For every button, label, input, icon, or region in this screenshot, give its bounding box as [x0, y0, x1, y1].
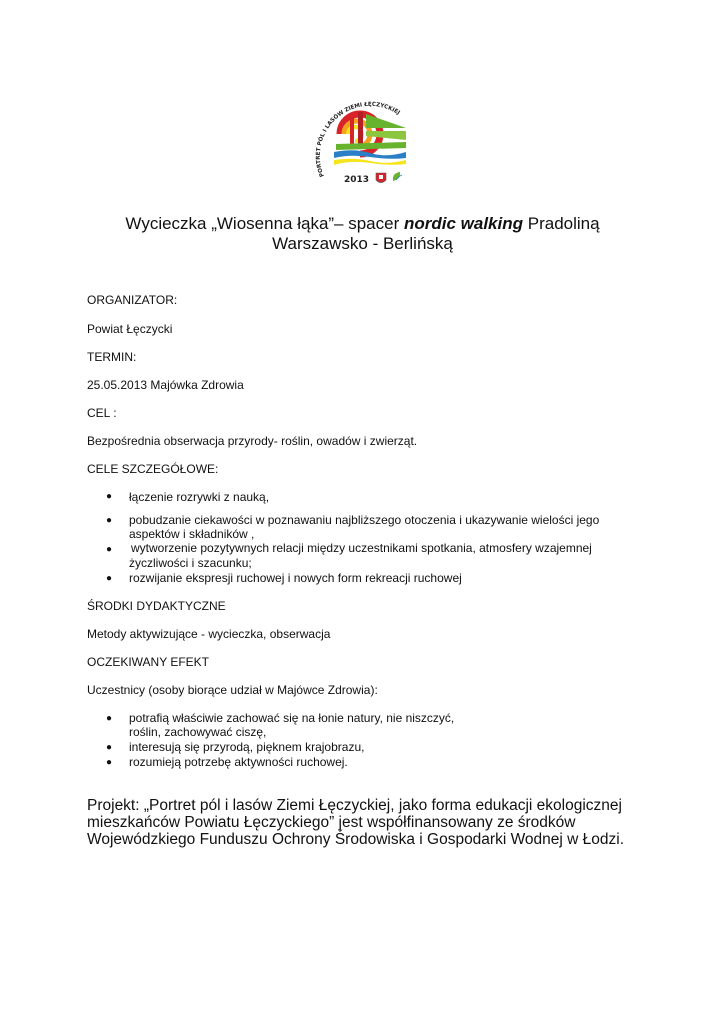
- effect-label: OCZEKIWANY EFEKT: [87, 655, 210, 669]
- project-note-line-3: Wojewódzkiego Funduszu Ochrony Środowiska i Gospodarki Wodnej w Łodzi.: [87, 831, 625, 848]
- detailed-goals-label: CELE SZCZEGÓŁOWE:: [87, 462, 219, 476]
- methods-value: Metody aktywizujące - wycieczka, obserwacja: [87, 627, 331, 641]
- list-item-continuation: roślin, zachowywać ciszę,: [129, 725, 267, 739]
- list-item: potrafią właściwie zachować się na łonie natury, nie niszczyć,: [129, 711, 455, 725]
- bullet: ●: [106, 742, 113, 753]
- list-item: wytworzenie pozytywnych relacji między uczestnikami spotkania, atmosfery wzajemnej: [131, 541, 592, 555]
- bullet: ●: [106, 491, 113, 502]
- logo-arc-text: PORTRET PÓL I LASÓW ZIEMI ŁĘCZYCKIEJ: [315, 101, 401, 178]
- date-label: TERMIN:: [87, 350, 137, 364]
- fund-leaf-icon: [393, 172, 402, 181]
- goal-value: Bezpośrednia obserwacja przyrody- roślin, owadów i zwierząt.: [87, 434, 418, 448]
- bullet: ●: [106, 544, 113, 555]
- project-logo: [306, 84, 432, 200]
- list-item-continuation: aspektów i składników ,: [129, 527, 255, 541]
- list-item: interesują się przyrodą, pięknem krajobrazu,: [129, 740, 365, 754]
- bullet: ●: [106, 515, 113, 526]
- list-item: łączenie rozrywki z nauką,: [129, 490, 270, 504]
- list-item-continuation: życzliwości i szacunku;: [129, 556, 252, 570]
- methods-label: ŚRODKI DYDAKTYCZNE: [87, 599, 226, 613]
- organizer-label: ORGANIZATOR:: [87, 293, 178, 307]
- goal-label: CEL :: [87, 406, 117, 420]
- logo-year: 2013: [344, 175, 370, 185]
- list-item: rozumieją potrzebę aktywności ruchowej.: [129, 755, 348, 769]
- project-note-line-1: Projekt: „Portret pól i lasów Ziemi Łęczyckiej, jako forma edukacji ekologicznej: [87, 797, 622, 814]
- effect-intro: Uczestnicy (osoby biorące udział w Majówce Zdrowia):: [87, 683, 378, 697]
- title-emphasis: nordic walking: [403, 214, 524, 233]
- list-item: pobudzanie ciekawości w poznawaniu najbliższego otoczenia i ukazywanie wielości jego: [129, 513, 600, 527]
- date-value: 25.05.2013 Majówka Zdrowia: [87, 378, 244, 392]
- list-item: rozwijanie ekspresji ruchowej i nowych form rekreacji ruchowej: [129, 571, 462, 585]
- bullet: ●: [106, 713, 113, 724]
- bullet: ●: [106, 757, 113, 768]
- document-title-line-2: Warszawsko - Berlińską: [272, 234, 453, 253]
- bullet: ●: [106, 573, 113, 584]
- coat-of-arms-icon: [376, 173, 386, 183]
- project-note-line-2: mieszkańców Powiatu Łęczyckiego” jest współfinansowany ze środków: [87, 814, 576, 831]
- document-title-line-1: Wycieczka „Wiosenna łąka”– spacer nordic walking Pradoliną: [125, 214, 600, 233]
- organizer-value: Powiat Łęczycki: [87, 322, 173, 336]
